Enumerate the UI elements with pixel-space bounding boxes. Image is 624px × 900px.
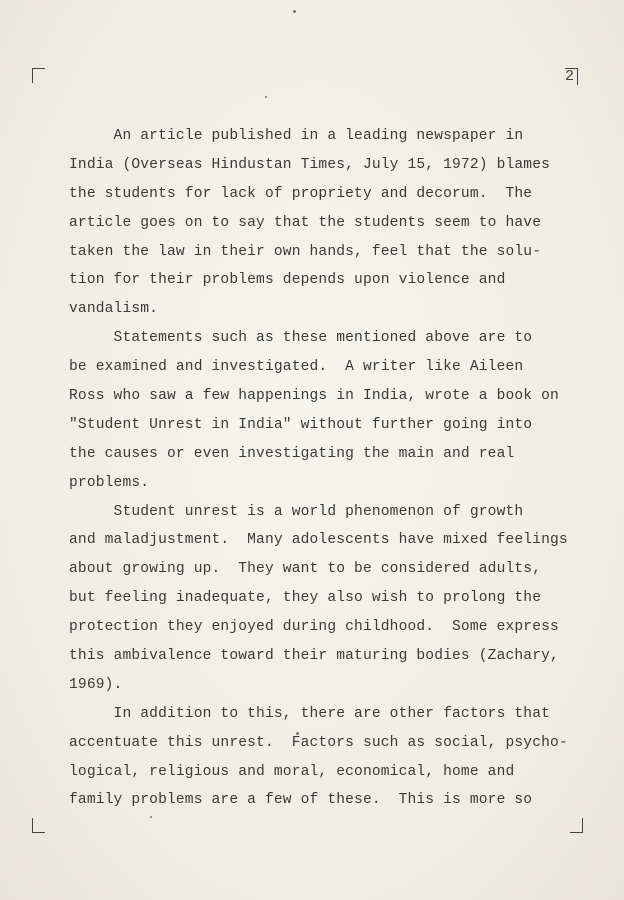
text-line: In addition to this, there are other factors that [69,705,551,722]
text-line: the students for lack of propriety and decorum. The [69,185,533,202]
paper-speck [265,96,267,98]
text-line: but feeling inadequate, they also wish to prolong the [69,590,542,607]
text-line: this ambivalence toward their maturing bodies (Zachary, [69,648,559,665]
crop-mark-top-left [32,68,45,83]
text-line: 1969). [69,676,123,693]
text-line: about growing up. They want to be considered adults, [69,561,542,578]
crop-mark-bottom-left [32,818,45,833]
body-text [69,122,569,815]
text-line: Statements such as these mentioned above are to [69,330,533,347]
page-number: 2 [565,68,578,85]
text-line: Student unrest is a world phenomenon of growth [69,503,524,520]
text-line: tion for their problems depends upon violence and [69,272,506,289]
text-line: accentuate this unrest. Factors such as social, psycho- [69,734,568,751]
text-line: An article published in a leading newspaper in [69,128,524,144]
text-line: family problems are a few of these. This is more so [69,792,533,809]
text-line: taken the law in their own hands, feel that the solu- [69,243,542,260]
text-line: and maladjustment. Many adolescents have mixed feelings [69,532,568,549]
crop-mark-bottom-right [570,818,583,833]
text-line: "Student Unrest in India" without further going into [69,416,533,433]
text-line: vandalism. [69,301,159,318]
text-line: Ross who saw a few happenings in India, wrote a book on [69,388,559,405]
text-line: the causes or even investigating the main and real [69,445,515,462]
text-line: logical, religious and moral, economical, home and [69,763,515,780]
paper-speck [293,10,296,13]
text-line: India (Overseas Hindustan Times, July 15, 1972) blames [69,156,551,173]
paper-speck [296,732,299,735]
text-line: article goes on to say that the students seem to have [69,214,542,231]
text-line: problems. [69,474,150,491]
text-line: be examined and investigated. A writer like Aileen [69,359,524,376]
paper-speck [150,816,152,818]
text-line: protection they enjoyed during childhood. Some express [69,619,559,636]
